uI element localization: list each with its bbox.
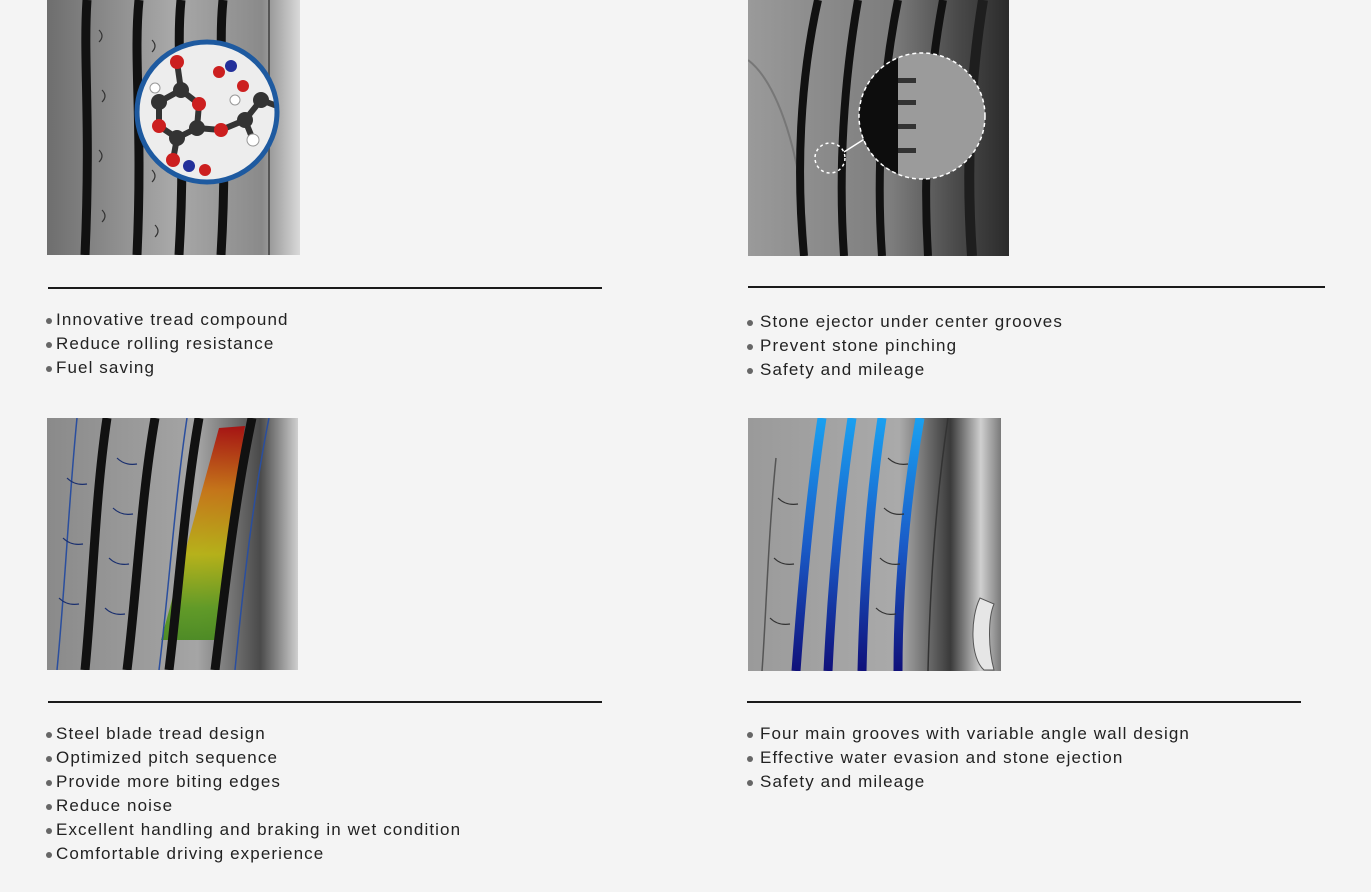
magnifier-icon xyxy=(748,0,1009,256)
list-item: Reduce noise xyxy=(46,794,461,818)
tread-compound-image xyxy=(47,0,300,255)
feature-list-stone-ejector xyxy=(747,310,1063,382)
list-item: Effective water evasion and stone ejection xyxy=(747,746,1190,770)
list-item: Steel blade tread design xyxy=(46,722,461,746)
list-item: Optimized pitch sequence xyxy=(46,746,461,770)
list-item: Four main grooves with variable angle wall design xyxy=(747,722,1190,746)
list-item: Fuel saving xyxy=(46,356,289,380)
list-item: Innovative tread compound xyxy=(46,308,289,332)
list-item: Provide more biting edges xyxy=(46,770,461,794)
feature-list-compound xyxy=(46,308,289,380)
list-item: Safety and mileage xyxy=(747,358,1063,382)
list-item: Reduce rolling resistance xyxy=(46,332,289,356)
steel-blade-image xyxy=(47,418,298,670)
divider xyxy=(48,287,602,289)
list-item: Stone ejector under center grooves xyxy=(747,310,1063,334)
divider xyxy=(748,286,1325,288)
heatmap-icon xyxy=(47,418,298,670)
feature-list-steel-blade xyxy=(46,722,461,866)
stone-ejector-image xyxy=(748,0,1009,256)
groove-icon xyxy=(748,418,1001,671)
main-grooves-image xyxy=(748,418,1001,671)
molecule-icon xyxy=(47,0,300,255)
divider xyxy=(48,701,602,703)
list-item: Safety and mileage xyxy=(747,770,1190,794)
list-item: Excellent handling and braking in wet condition xyxy=(46,818,461,842)
list-item: Comfortable driving experience xyxy=(46,842,461,866)
feature-list-main-grooves xyxy=(747,722,1190,794)
list-item: Prevent stone pinching xyxy=(747,334,1063,358)
divider xyxy=(747,701,1301,703)
